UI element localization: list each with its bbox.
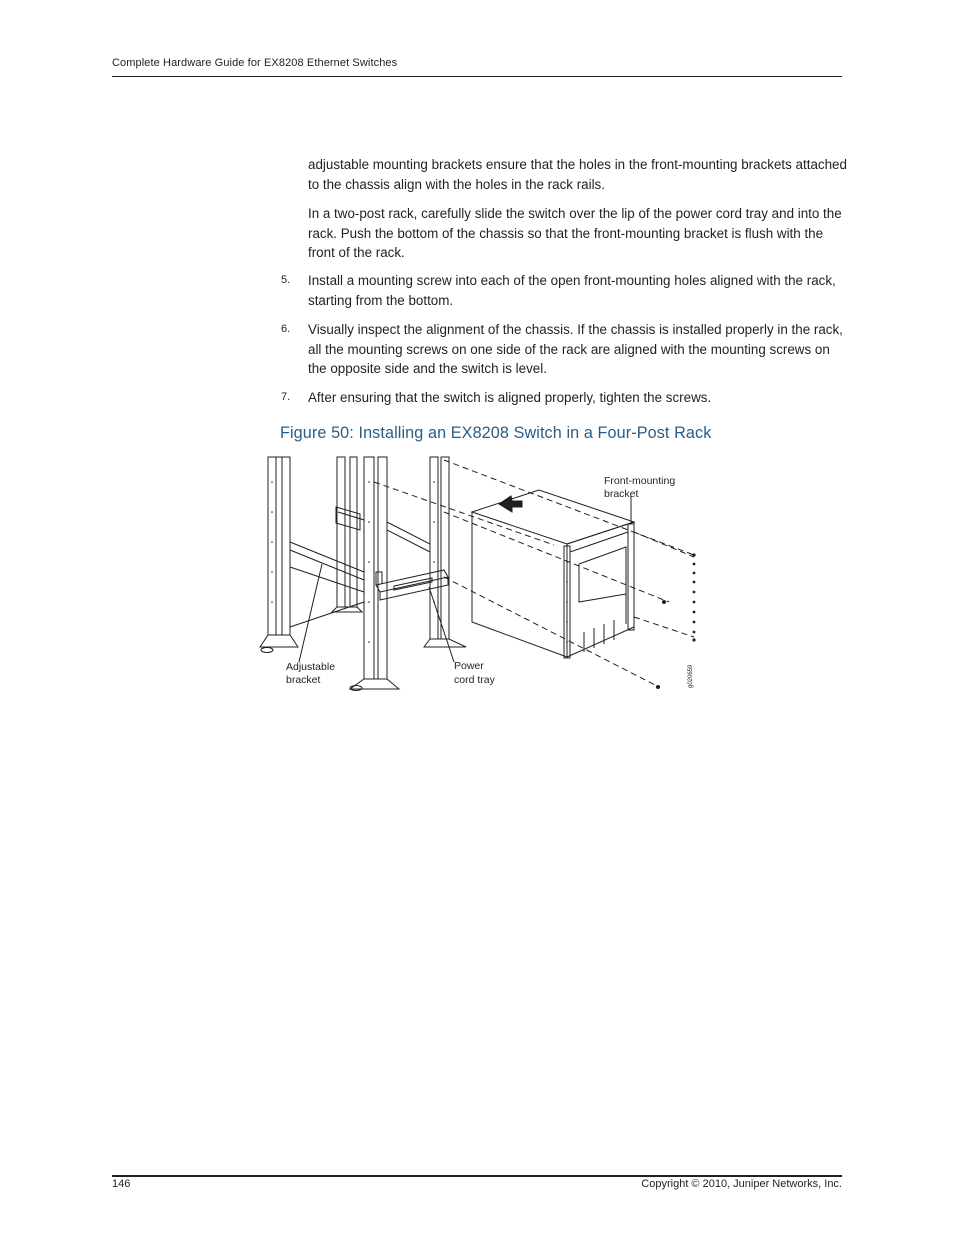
step-text: Visually inspect the alignment of the chassis. If the chassis is installed properly in the rack, all the mounting screws on one side of the rack are aligned with the mounting screws on the opposite side and the switch is level. (308, 322, 843, 377)
paragraph-two-post-rack: In a two-post rack, carefully slide the switch over the lip of the power cord tray and into the rack. Push the bottom of the chassis so that the front-mounting bracket is flush with the front of the rack. (308, 206, 842, 261)
rack-installation-illustration (254, 452, 704, 697)
rear-left-post (260, 457, 298, 653)
label-power-1: Power (454, 660, 484, 672)
step-text: After ensuring that the switch is aligned properly, tighten the screws. (308, 390, 712, 405)
figure-caption: Figure 50: Installing an EX8208 Switch in a Four-Post Rack (280, 424, 712, 442)
paragraph-continued: adjustable mounting brackets ensure that the holes in the front-mounting brackets attached to the chassis align with the holes in the rack rails. (308, 157, 847, 192)
header-rule (112, 76, 842, 77)
label-adjustable-2: bracket (286, 674, 321, 686)
label-adjustable-1: Adjustable (286, 661, 336, 673)
page-number: 146 (112, 1178, 131, 1190)
label-front-mounting-1: Front-mounting (604, 475, 676, 487)
footer-rule (112, 1175, 842, 1177)
label-power-2: cord tray (454, 674, 495, 686)
step-number: 6. (281, 323, 291, 335)
step-number: 7. (281, 391, 291, 403)
step-number: 5. (281, 274, 291, 286)
copyright-notice: Copyright © 2010, Juniper Networks, Inc. (641, 1178, 842, 1190)
label-front-mounting-2: bracket (604, 488, 639, 500)
step-text: Install a mounting screw into each of the open front-mounting holes aligned with the rack, starting from the bottom. (308, 273, 836, 308)
figure-id: g020659 (688, 664, 694, 688)
rear-right-post (332, 457, 362, 612)
running-header: Complete Hardware Guide for EX8208 Ethernet Switches (112, 57, 398, 69)
